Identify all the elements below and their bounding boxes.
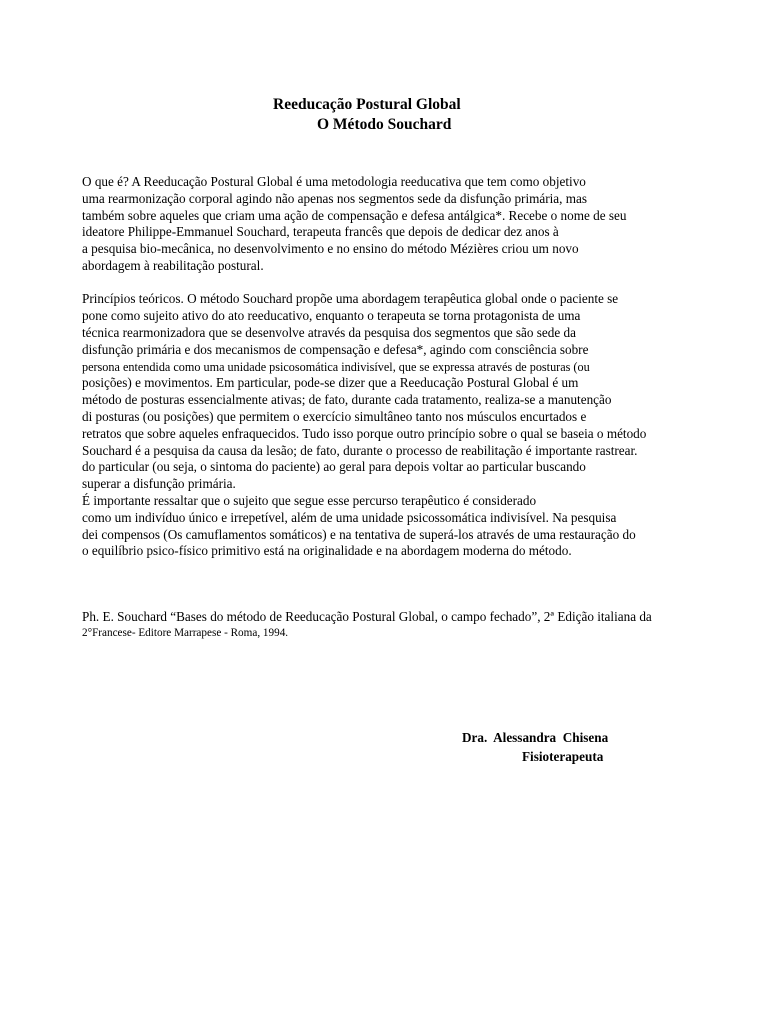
- text-line: o equilíbrio psico-físico primitivo está na originalidade e na abordagem moderna do método.: [82, 543, 572, 559]
- text-line: também sobre aqueles que criam uma ação de compensação e defesa antálgica*. Recebe o nome de seu: [82, 207, 627, 223]
- text-line: Princípios teóricos. O método Souchard propõe uma abordagem terapêutica global onde o paciente se: [82, 291, 619, 307]
- signature-role: Fisioterapeuta: [522, 749, 604, 764]
- text-line: persona entendida como uma unidade psicosomática indivisível, que se expressa através de posturas (ou: [82, 359, 590, 374]
- text-line: abordagem à reabilitação postural.: [82, 257, 264, 273]
- reference-line-1: Ph. E. Souchard “Bases do método de Reeducação Postural Global, o campo fechado”, 2ª Edição italiana da: [82, 609, 652, 624]
- title-line-2: O Método Souchard: [317, 116, 452, 133]
- text-line: como um indivíduo único e irrepetível, além de uma unidade psicossomática indivisível. Na pesquisa: [82, 509, 617, 525]
- paragraph-what-is: [82, 174, 762, 275]
- text-line: método de posturas essencialmente ativas; de fato, durante cada tratamento, realiza-se a manutenção: [82, 392, 612, 408]
- text-line: pone como sujeito ativo do ato reeducativo, enquanto o terapeuta se torna protagonista de uma: [82, 308, 581, 324]
- text-line: do particular (ou seja, o sintoma do paciente) ao geral para depois voltar ao particular buscando: [82, 459, 586, 475]
- text-line: di posturas (ou posições) que permitem o exercício simultâneo tanto nos músculos encurtados e: [82, 408, 587, 424]
- paragraph-theoretical-principles: [82, 291, 762, 560]
- text-line: dei compensos (Os camuflamentos somáticos) e na tentativa de superá-los através de uma restauração do: [82, 526, 636, 542]
- text-line: posições) e movimentos. Em particular, pode-se dizer que a Reeducação Postural Global é um: [82, 375, 579, 391]
- bibliographic-reference: [82, 608, 768, 641]
- document-body: [82, 174, 762, 560]
- text-line: uma rearmonização corporal agindo não apenas nos segmentos sede da disfunção primária, mas: [82, 190, 587, 206]
- text-line: técnica rearmonizadora que se desenvolve através da pesquisa dos segmentos que são sede da: [82, 324, 576, 340]
- reference-line-2: 2°Francese- Editore Marrapese - Roma, 1994.: [82, 627, 289, 639]
- text-line: ideatore Philippe-Emmanuel Souchard, terapeuta francês que depois de dedicar dez anos à: [82, 224, 559, 240]
- text-line: Souchard é a pesquisa da causa da lesão; de fato, durante o processo de reabilitação é importante rastrear.: [82, 442, 638, 458]
- signature-name: Dra. Alessandra Chisena: [462, 730, 609, 745]
- title-line-1: Reeducação Postural Global: [273, 96, 461, 113]
- text-line: disfunção primária e dos mecanismos de compensação e defesa*, agindo com consciência sobre: [82, 341, 589, 357]
- paragraph-spacer: [82, 275, 762, 292]
- text-line: O que é? A Reeducação Postural Global é uma metodologia reeducativa que tem como objetivo: [82, 174, 586, 189]
- text-line: É importante ressaltar que o sujeito que segue esse percurso terapêutico é considerado: [82, 492, 537, 508]
- text-line: superar a disfunção primária.: [82, 476, 236, 492]
- text-line: a pesquisa bio-mecânica, no desenvolvimento e no ensino do método Mézières criou um novo: [82, 241, 579, 257]
- text-line: retratos que sobre aqueles enfraquecidos. Tudo isso porque outro princípio sobre o qual se baseia o método: [82, 425, 647, 441]
